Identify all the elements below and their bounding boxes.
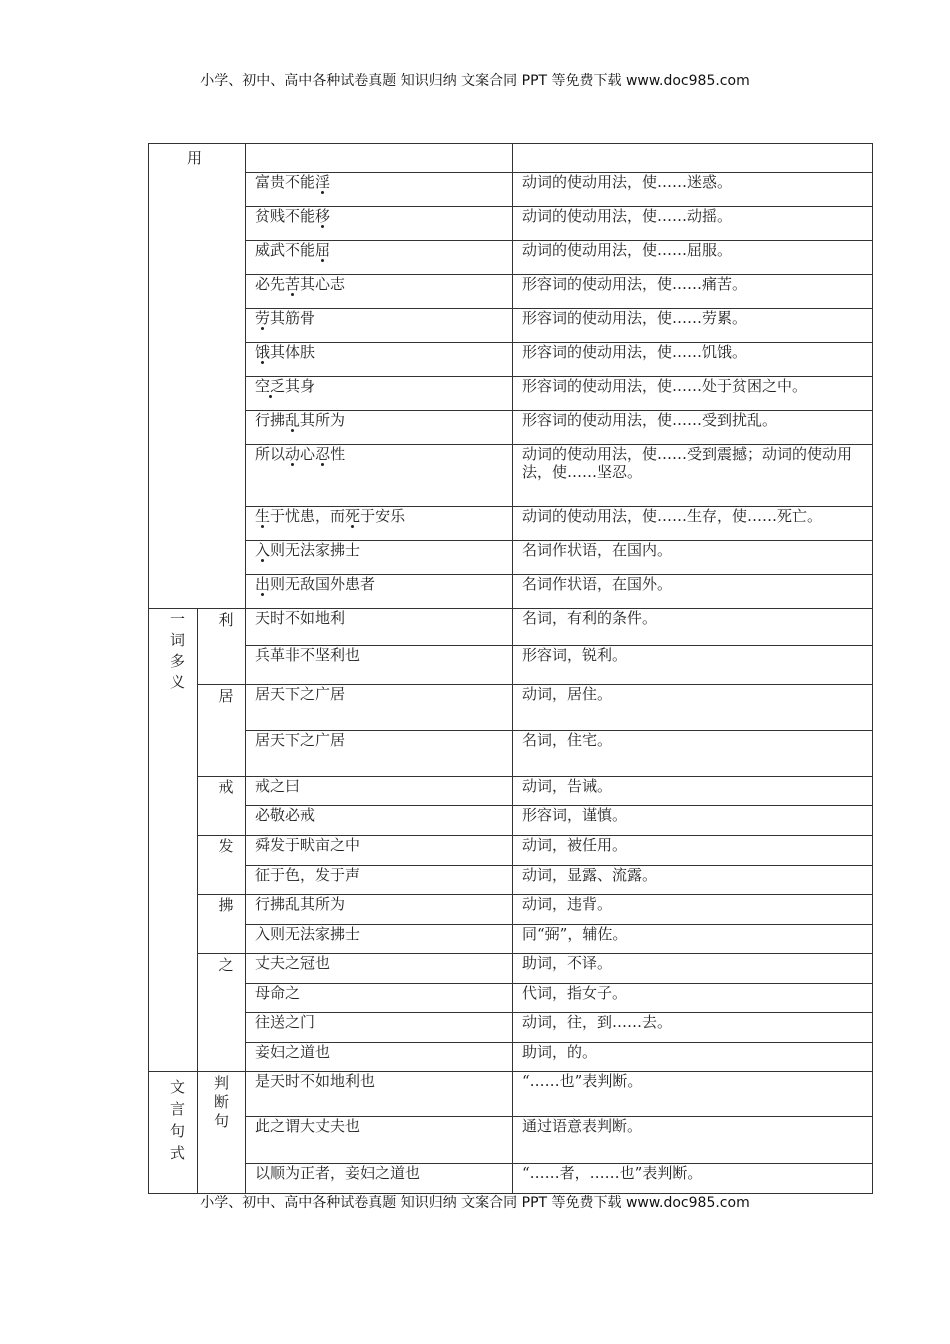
example-cell: 征于色，发于声 [246,866,513,895]
example-cell: 舜发于畎亩之中 [246,836,513,866]
example-cell: 母命之 [246,984,513,1013]
table-row [149,685,873,731]
example-cell: 贫贱不能移 [246,207,513,241]
table-row [149,1072,873,1117]
word-cell: 居 [198,685,246,777]
table-row [149,866,873,895]
example-cell: 入则无法家拂士 [246,925,513,954]
meaning-cell: 形容词的使动用法，使……受到扰乱。 [513,411,873,445]
example-cell: 是天时不如地利也 [246,1072,513,1117]
example-cell: 富贵不能淫 [246,173,513,207]
category-cell [149,144,246,609]
example-cell: 天时不如地利 [246,609,513,646]
table-row [149,173,873,207]
meaning-cell: 形容词的使动用法，使……劳累。 [513,309,873,343]
meaning-cell: 名词，有利的条件。 [513,609,873,646]
meaning-cell: 形容词的使动用法，使……痛苦。 [513,275,873,309]
word-cell: 利 [198,609,246,685]
category-cell [149,609,198,1072]
category-cell [149,1072,198,1194]
table-row [149,275,873,309]
example-cell: 必先苦其心志 [246,275,513,309]
category-label-wenyan: 文言句式 [169,1078,185,1162]
empty-cell [246,144,513,173]
meaning-cell: 助词，的。 [513,1043,873,1072]
example-cell: 入则无法家拂士 [246,541,513,575]
meaning-cell: 形容词，锐利。 [513,646,873,685]
table-row [149,1013,873,1043]
table-row [149,609,873,646]
meaning-cell: 动词，被任用。 [513,836,873,866]
meaning-cell: 名词作状语，在国外。 [513,575,873,609]
meaning-cell: 动词的使动用法，使……迷惑。 [513,173,873,207]
table-row [149,445,873,507]
meaning-cell: 动词，居住。 [513,685,873,731]
meaning-cell: 名词作状语，在国内。 [513,541,873,575]
word-cell: 发 [198,836,246,895]
table-row [149,777,873,806]
example-cell: 所以动心忍性 [246,445,513,507]
table-row [149,309,873,343]
meaning-cell: 同“弼”，辅佐。 [513,925,873,954]
meaning-cell: 动词的使动用法，使……动摇。 [513,207,873,241]
example-cell: 饿其体肤 [246,343,513,377]
table-row [149,836,873,866]
meaning-cell: 形容词，谨慎。 [513,806,873,836]
example-cell: 空乏其身 [246,377,513,411]
table-row [149,925,873,954]
example-cell: 丈夫之冠也 [246,954,513,984]
example-cell: 居天下之广居 [246,731,513,777]
example-cell: 戒之曰 [246,777,513,806]
table-row [149,575,873,609]
example-cell: 行拂乱其所为 [246,895,513,925]
table-row [149,207,873,241]
sub-category-label: 判断句 [213,1074,229,1130]
table-row [149,1117,873,1164]
meaning-cell: 动词，显露、流露。 [513,866,873,895]
meaning-cell: “……也”表判断。 [513,1072,873,1117]
table-row [149,806,873,836]
table-row [149,1164,873,1194]
meaning-cell: 动词的使动用法，使……生存，使……死亡。 [513,507,873,541]
meaning-cell: 通过语意表判断。 [513,1117,873,1164]
example-cell: 生于忧患，而死于安乐 [246,507,513,541]
meaning-cell: 动词，往，到……去。 [513,1013,873,1043]
table-row [149,731,873,777]
sub-category-cell [198,1072,246,1194]
category-label-yiciduoyi: 一词多义 [169,610,185,691]
page-footer: 小学、初中、高中各种试卷真题 知识归纳 文案合同 PPT 等免费下载 www.doc985.com [200,1195,750,1211]
table-row [149,954,873,984]
word-cell: 之 [198,954,246,1072]
meaning-cell: 形容词的使动用法，使……饥饿。 [513,343,873,377]
example-cell: 必敬必戒 [246,806,513,836]
meaning-cell: 名词，住宅。 [513,731,873,777]
example-cell: 兵革非不坚利也 [246,646,513,685]
table-row [149,343,873,377]
table-row [149,507,873,541]
table-row [149,895,873,925]
word-cell: 戒 [198,777,246,836]
meaning-cell: 动词，告诫。 [513,777,873,806]
example-cell: 劳其筋骨 [246,309,513,343]
meaning-cell: 动词的使动用法，使……受到震撼；动词的使动用法，使……坚忍。 [513,445,873,507]
example-cell: 往送之门 [246,1013,513,1043]
example-cell: 居天下之广居 [246,685,513,731]
word-cell: 拂 [198,895,246,954]
meaning-cell: 动词的使动用法，使……屈服。 [513,241,873,275]
example-cell: 行拂乱其所为 [246,411,513,445]
notes-table [148,143,873,1194]
table-row [149,984,873,1013]
page-header: 小学、初中、高中各种试卷真题 知识归纳 文案合同 PPT 等免费下载 www.doc985.com [200,73,750,89]
table-row [149,1043,873,1072]
meaning-cell: 助词，不译。 [513,954,873,984]
meaning-cell: 代词，指女子。 [513,984,873,1013]
meaning-cell: 动词，违背。 [513,895,873,925]
example-cell: 出则无敌国外患者 [246,575,513,609]
example-cell: 此之谓大丈夫也 [246,1117,513,1164]
example-cell: 威武不能屈 [246,241,513,275]
table-row [149,241,873,275]
meaning-cell: “……者，……也”表判断。 [513,1164,873,1194]
table-row [149,541,873,575]
table-row [149,144,873,173]
meaning-cell: 形容词的使动用法，使……处于贫困之中。 [513,377,873,411]
table-row [149,377,873,411]
category-label-yong: 用 [187,149,203,167]
table-row [149,411,873,445]
table-row [149,646,873,685]
example-cell: 妾妇之道也 [246,1043,513,1072]
example-cell: 以顺为正者，妾妇之道也 [246,1164,513,1194]
empty-cell [513,144,873,173]
